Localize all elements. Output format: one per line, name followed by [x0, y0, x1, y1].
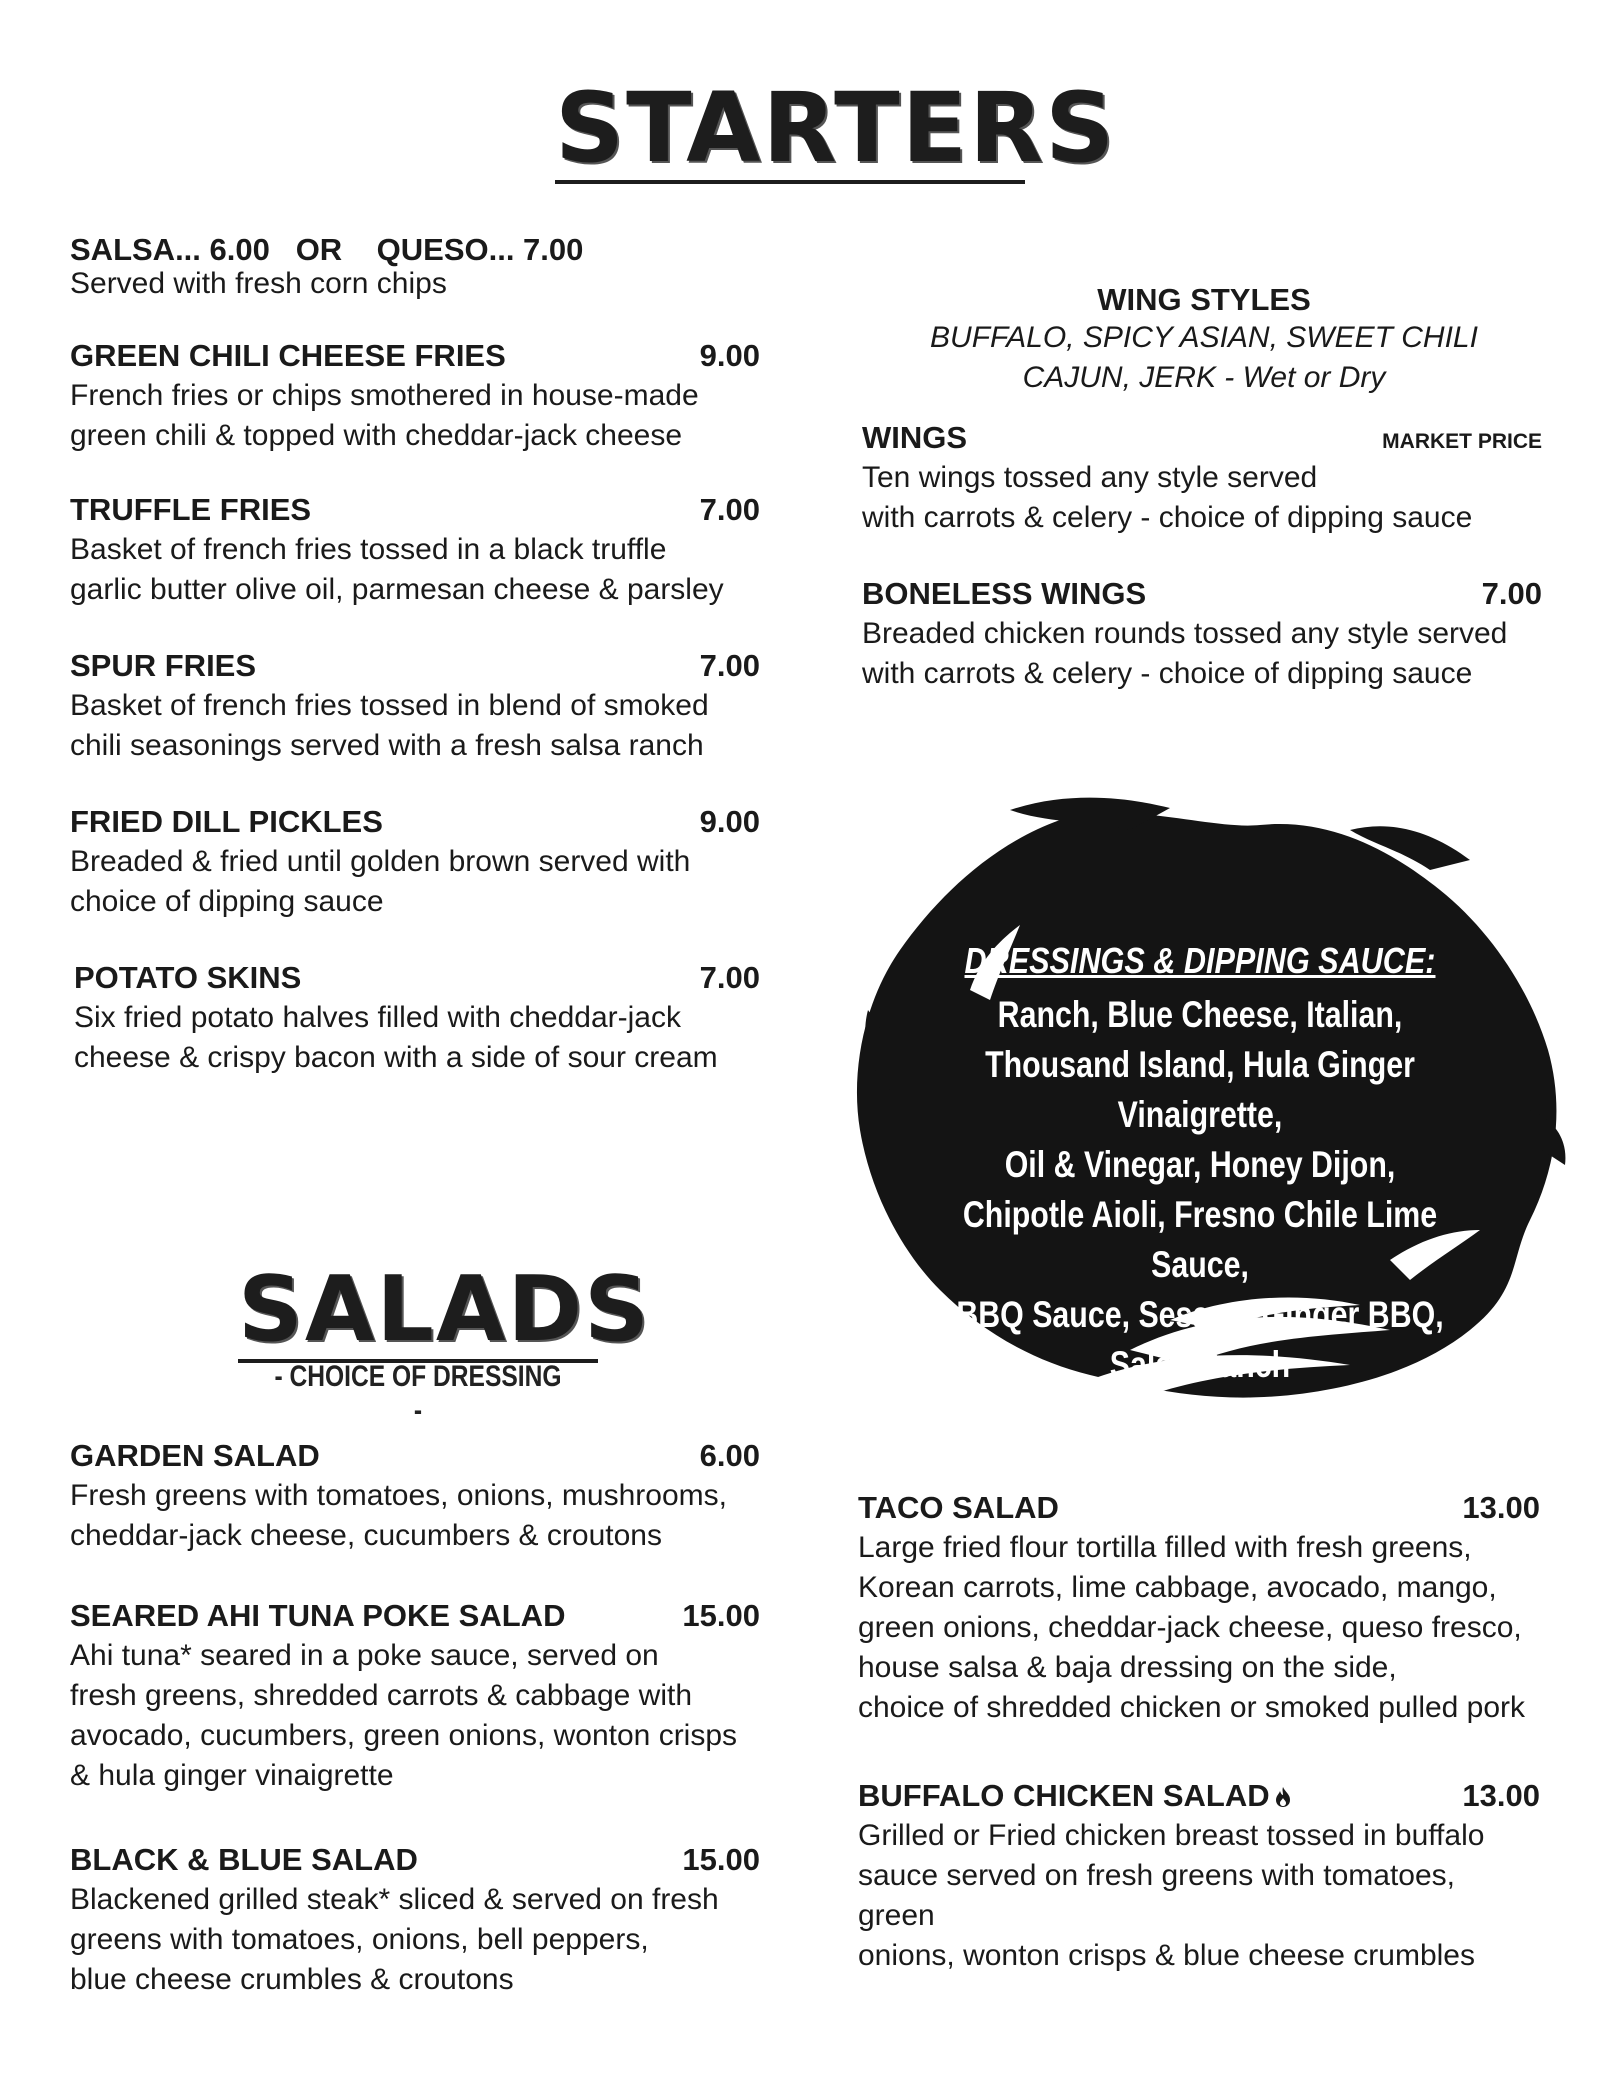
item-price: 9.00	[699, 804, 760, 839]
salads-subtitle: - CHOICE OF DRESSING -	[274, 1360, 562, 1427]
dressings-line: Oil & Vinegar, Honey Dijon,	[1004, 1144, 1396, 1185]
item-description: Fresh greens with tomatoes, onions, mushrooms, cheddar-jack cheese, cucumbers & croutons	[70, 1479, 727, 1552]
menu-item-garden-salad	[70, 1438, 760, 1556]
item-price: 7.00	[699, 492, 760, 527]
dressings-line: Ranch, Blue Cheese, Italian,	[997, 994, 1403, 1035]
dressings-line: Thousand Island, Hula Ginger Vinaigrette,	[985, 1044, 1415, 1135]
salsa-queso-title: SALSA... 6.00 OR QUESO... 7.00	[70, 232, 584, 267]
item-name: GREEN CHILI CHEESE FRIES	[70, 338, 506, 373]
item-name-with-icon	[858, 1778, 1292, 1814]
item-price: 6.00	[699, 1438, 760, 1473]
dressings-list	[890, 940, 1510, 1390]
item-price: 15.00	[682, 1842, 760, 1877]
item-price: 7.00	[699, 960, 760, 995]
wing-styles	[862, 282, 1546, 398]
item-price: 13.00	[1462, 1490, 1540, 1525]
item-description: Ahi tuna* seared in a poke sauce, served on fresh greens, shredded carrots & cabbage with avocado, cucumbers, green onions, wonton crisps & hula ginger vinaigrette	[70, 1639, 738, 1792]
item-price: MARKET PRICE	[1382, 430, 1542, 453]
menu-item-taco-salad	[858, 1490, 1540, 1728]
menu-item-black-blue-salad	[70, 1842, 760, 2000]
menu-item-boneless-wings	[862, 576, 1542, 694]
item-name: BUFFALO CHICKEN SALAD	[858, 1778, 1270, 1813]
item-description: Ten wings tossed any style served with carrots & celery - choice of dipping sauce	[862, 461, 1473, 534]
salsa-queso-item	[70, 232, 760, 304]
item-description: Six fried potato halves filled with cheddar-jack cheese & crispy bacon with a side of sour cream	[74, 1001, 718, 1074]
item-name: SEARED AHI TUNA POKE SALAD	[70, 1598, 566, 1633]
menu-item-seared-ahi-tuna-poke-salad	[70, 1598, 760, 1796]
menu-item-potato-skins	[74, 960, 760, 1078]
starters-heading: STARTERS	[555, 72, 1117, 184]
item-price: 7.00	[699, 648, 760, 683]
menu-item-fried-dill-pickles	[70, 804, 760, 922]
flame-icon	[1274, 1786, 1292, 1808]
wing-styles-title: WING STYLES	[1097, 282, 1311, 317]
dressings-panel	[830, 790, 1570, 1410]
item-description: French fries or chips smothered in house-made green chili & topped with cheddar-jack cheese	[70, 379, 699, 452]
item-price: 13.00	[1462, 1778, 1540, 1813]
salsa-queso-desc: Served with fresh corn chips	[70, 267, 447, 300]
item-description: Blackened grilled steak* sliced & served on fresh greens with tomatoes, onions, bell peppers, blue cheese crumbles & croutons	[70, 1883, 719, 1996]
item-name: SPUR FRIES	[70, 648, 257, 683]
item-price: 15.00	[682, 1598, 760, 1633]
item-description: Large fried flour tortilla filled with fresh greens, Korean carrots, lime cabbage, avocado, mango, green onions, cheddar-jack cheese, queso fresco, house salsa & baja dressing on the side, choice of shredded chicken or smoked pulled pork	[858, 1531, 1526, 1724]
menu-item-wings	[862, 420, 1542, 538]
menu-item-green-chili-cheese-fries	[70, 338, 760, 456]
item-price: 7.00	[1481, 576, 1542, 611]
item-price: 9.00	[699, 338, 760, 373]
dressings-title: DRESSINGS & DIPPING SAUCE:	[964, 940, 1436, 981]
salads-heading: SALADS	[238, 1257, 652, 1362]
item-name: TACO SALAD	[858, 1490, 1059, 1525]
item-description: Breaded & fried until golden brown served with choice of dipping sauce	[70, 845, 691, 918]
item-name: WINGS	[862, 420, 968, 455]
item-name: FRIED DILL PICKLES	[70, 804, 383, 839]
item-name: TRUFFLE FRIES	[70, 492, 312, 527]
item-description: Basket of french fries tossed in blend of smoked chili seasonings served with a fresh salsa ranch	[70, 689, 709, 762]
item-name: POTATO SKINS	[74, 960, 302, 995]
item-description: Breaded chicken rounds tossed any style served with carrots & celery - choice of dipping sauce	[862, 617, 1508, 690]
menu-item-spur-fries	[70, 648, 760, 766]
item-name: BLACK & BLUE SALAD	[70, 1842, 418, 1877]
item-name: GARDEN SALAD	[70, 1438, 320, 1473]
dressings-line: BBQ Sauce, Sesame Ginger BBQ,	[956, 1294, 1444, 1335]
wing-styles-line: BUFFALO, SPICY ASIAN, SWEET CHILI	[930, 321, 1478, 354]
dressings-line: Salsa Ranch	[1109, 1344, 1291, 1385]
wing-styles-line: CAJUN, JERK - Wet or Dry	[1022, 361, 1386, 394]
item-description: Basket of french fries tossed in a black truffle garlic butter olive oil, parmesan cheese & parsley	[70, 533, 724, 606]
item-description: Grilled or Fried chicken breast tossed in buffalo sauce served on fresh greens with tomatoes, green onions, wonton crisps & blue cheese crumbles	[858, 1819, 1485, 1972]
dressings-line: Chipotle Aioli, Fresno Chile Lime Sauce,	[962, 1194, 1438, 1285]
menu-item-buffalo-chicken-salad	[858, 1778, 1540, 1976]
item-name: BONELESS WINGS	[862, 576, 1147, 611]
menu-item-truffle-fries	[70, 492, 760, 610]
